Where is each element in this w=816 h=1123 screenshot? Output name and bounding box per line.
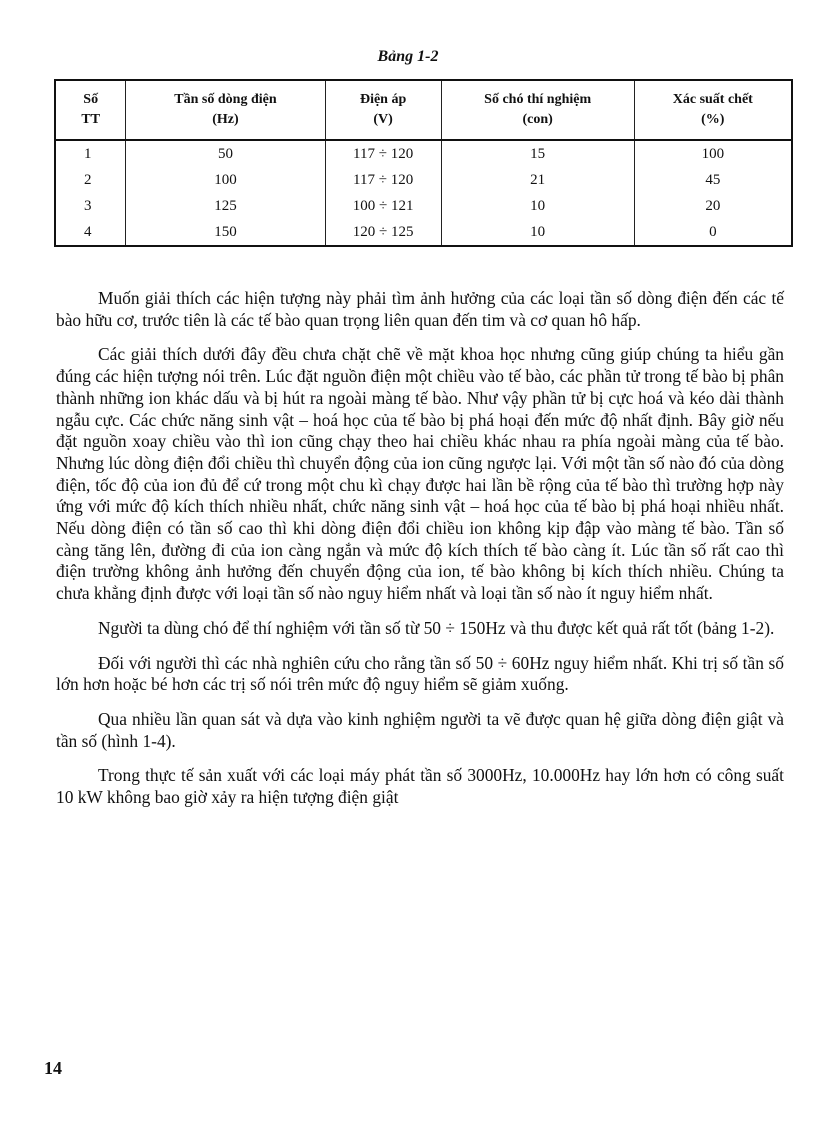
paragraph: Qua nhiều lần quan sát và dựa vào kinh nghiệm người ta vẽ được quan hệ giữa dòng điện giật và tần số (hình 1-4). <box>56 708 784 751</box>
header-death <box>634 80 792 140</box>
body-text <box>56 288 784 822</box>
header-death-line1: Xác suất chết <box>672 92 753 107</box>
cell-voltage: 117 ÷ 120 <box>325 167 441 193</box>
header-dogs-line2: (con) <box>522 112 553 127</box>
table-caption: Bảng 1-2 <box>377 48 439 65</box>
data-table <box>54 79 793 247</box>
paragraph: Các giải thích dưới đây đều chưa chặt chẽ về mặt khoa học nhưng cũng giúp chúng ta hiểu gần đúng các hiện tượng nói trên. Lúc đặt nguồn điện một chiều vào tế bào, các phần tử trong tế bào bị phân thành những ion khác dấu và bị hút ra ngoài màng tế bào. Như vậy phần tử bị cực hoá và kéo dài thành ngẫu cực. Các chức năng sinh vật – hoá học của tế bào bị phá hoại đến mức độ nhất định. Bây giờ nếu đặt nguồn xoay chiều vào thì ion cũng chạy theo hai chiều khác nhau ra phía ngoài màng của tế bào. Nhưng lúc dòng điện đổi chiều thì chuyển động của ion cũng ngược lại. Với một tần số nào đó của dòng điện, tốc độ của ion đủ để cứ trong một chu kì chạy được hai lần bề rộng của tế bào thì trường hợp này ứng với mức độ kích thích nhiều nhất, chức năng sinh vật – hoá học của tế bào bị phá hoại nhiều nhất. Nếu dòng điện có tần số cao thì khi dòng điện đổi chiều ion không kịp đập vào màng tế bào. Tần số càng tăng lên, đường đi của ion càng ngắn và mức độ kích thích tế bào càng ít. Lúc tần số rất cao thì điện trường không ảnh hưởng đến chuyển động của ion, tế bào không bị kích thích nhiều. Chúng ta chưa khẳng định được với loại tần số nào nguy hiểm nhất và loại tần số nào ít nguy hiểm nhất. <box>56 344 784 604</box>
cell-death: 20 <box>634 193 792 219</box>
cell-frequency: 150 <box>126 219 325 246</box>
header-frequency <box>126 80 325 140</box>
cell-voltage: 120 ÷ 125 <box>325 219 441 246</box>
table-row <box>55 140 792 167</box>
header-voltage-line1: Điện áp <box>359 92 407 107</box>
header-voltage <box>325 80 441 140</box>
cell-dogs: 15 <box>441 140 634 167</box>
header-stt-line2: TT <box>81 112 101 127</box>
header-stt <box>55 80 126 140</box>
table-row <box>55 219 792 246</box>
header-frequency-line2: (Hz) <box>212 112 239 127</box>
page-number: 14 <box>44 1058 62 1078</box>
cell-stt: 2 <box>55 167 126 193</box>
header-death-line2: (%) <box>701 112 725 127</box>
paragraph: Muốn giải thích các hiện tượng này phải tìm ảnh hưởng của các loại tần số dòng điện đến các tế bào hữu cơ, trước tiên là các tế bào quan trọng liên quan đến tim và cơ quan hô hấp. <box>56 288 784 330</box>
cell-voltage: 100 ÷ 121 <box>325 193 441 219</box>
cell-frequency: 100 <box>126 167 325 193</box>
table-row <box>55 167 792 193</box>
cell-stt: 3 <box>55 193 126 219</box>
cell-dogs: 10 <box>441 193 634 219</box>
cell-dogs: 21 <box>441 167 634 193</box>
paragraph: Đối với người thì các nhà nghiên cứu cho rằng tần số 50 ÷ 60Hz nguy hiểm nhất. Khi trị số tần số lớn hơn hoặc bé hơn các trị số nói trên mức độ nguy hiểm sẽ giảm xuống. <box>56 652 784 695</box>
table-header-row <box>55 80 792 140</box>
cell-dogs: 10 <box>441 219 634 246</box>
cell-death: 100 <box>634 140 792 167</box>
cell-frequency: 125 <box>126 193 325 219</box>
header-voltage-line2: (V) <box>373 112 393 127</box>
cell-voltage: 117 ÷ 120 <box>325 140 441 167</box>
cell-death: 45 <box>634 167 792 193</box>
header-stt-line1: Số <box>83 92 99 107</box>
paragraph: Trong thực tế sản xuất với các loại máy phát tần số 3000Hz, 10.000Hz hay lớn hơn có công suất 10 kW không bao giờ xảy ra hiện tượng điện giật <box>56 765 784 808</box>
header-dogs-line1: Số chó thí nghiệm <box>484 92 592 107</box>
header-frequency-line1: Tần số dòng điện <box>174 92 277 107</box>
paragraph: Người ta dùng chó để thí nghiệm với tần số từ 50 ÷ 150Hz và thu được kết quả rất tốt (bảng 1-2). <box>98 617 775 638</box>
cell-death: 0 <box>634 219 792 246</box>
table-row <box>55 193 792 219</box>
cell-frequency: 50 <box>126 140 325 167</box>
header-dogs <box>441 80 634 140</box>
cell-stt: 1 <box>55 140 126 167</box>
cell-stt: 4 <box>55 219 126 246</box>
